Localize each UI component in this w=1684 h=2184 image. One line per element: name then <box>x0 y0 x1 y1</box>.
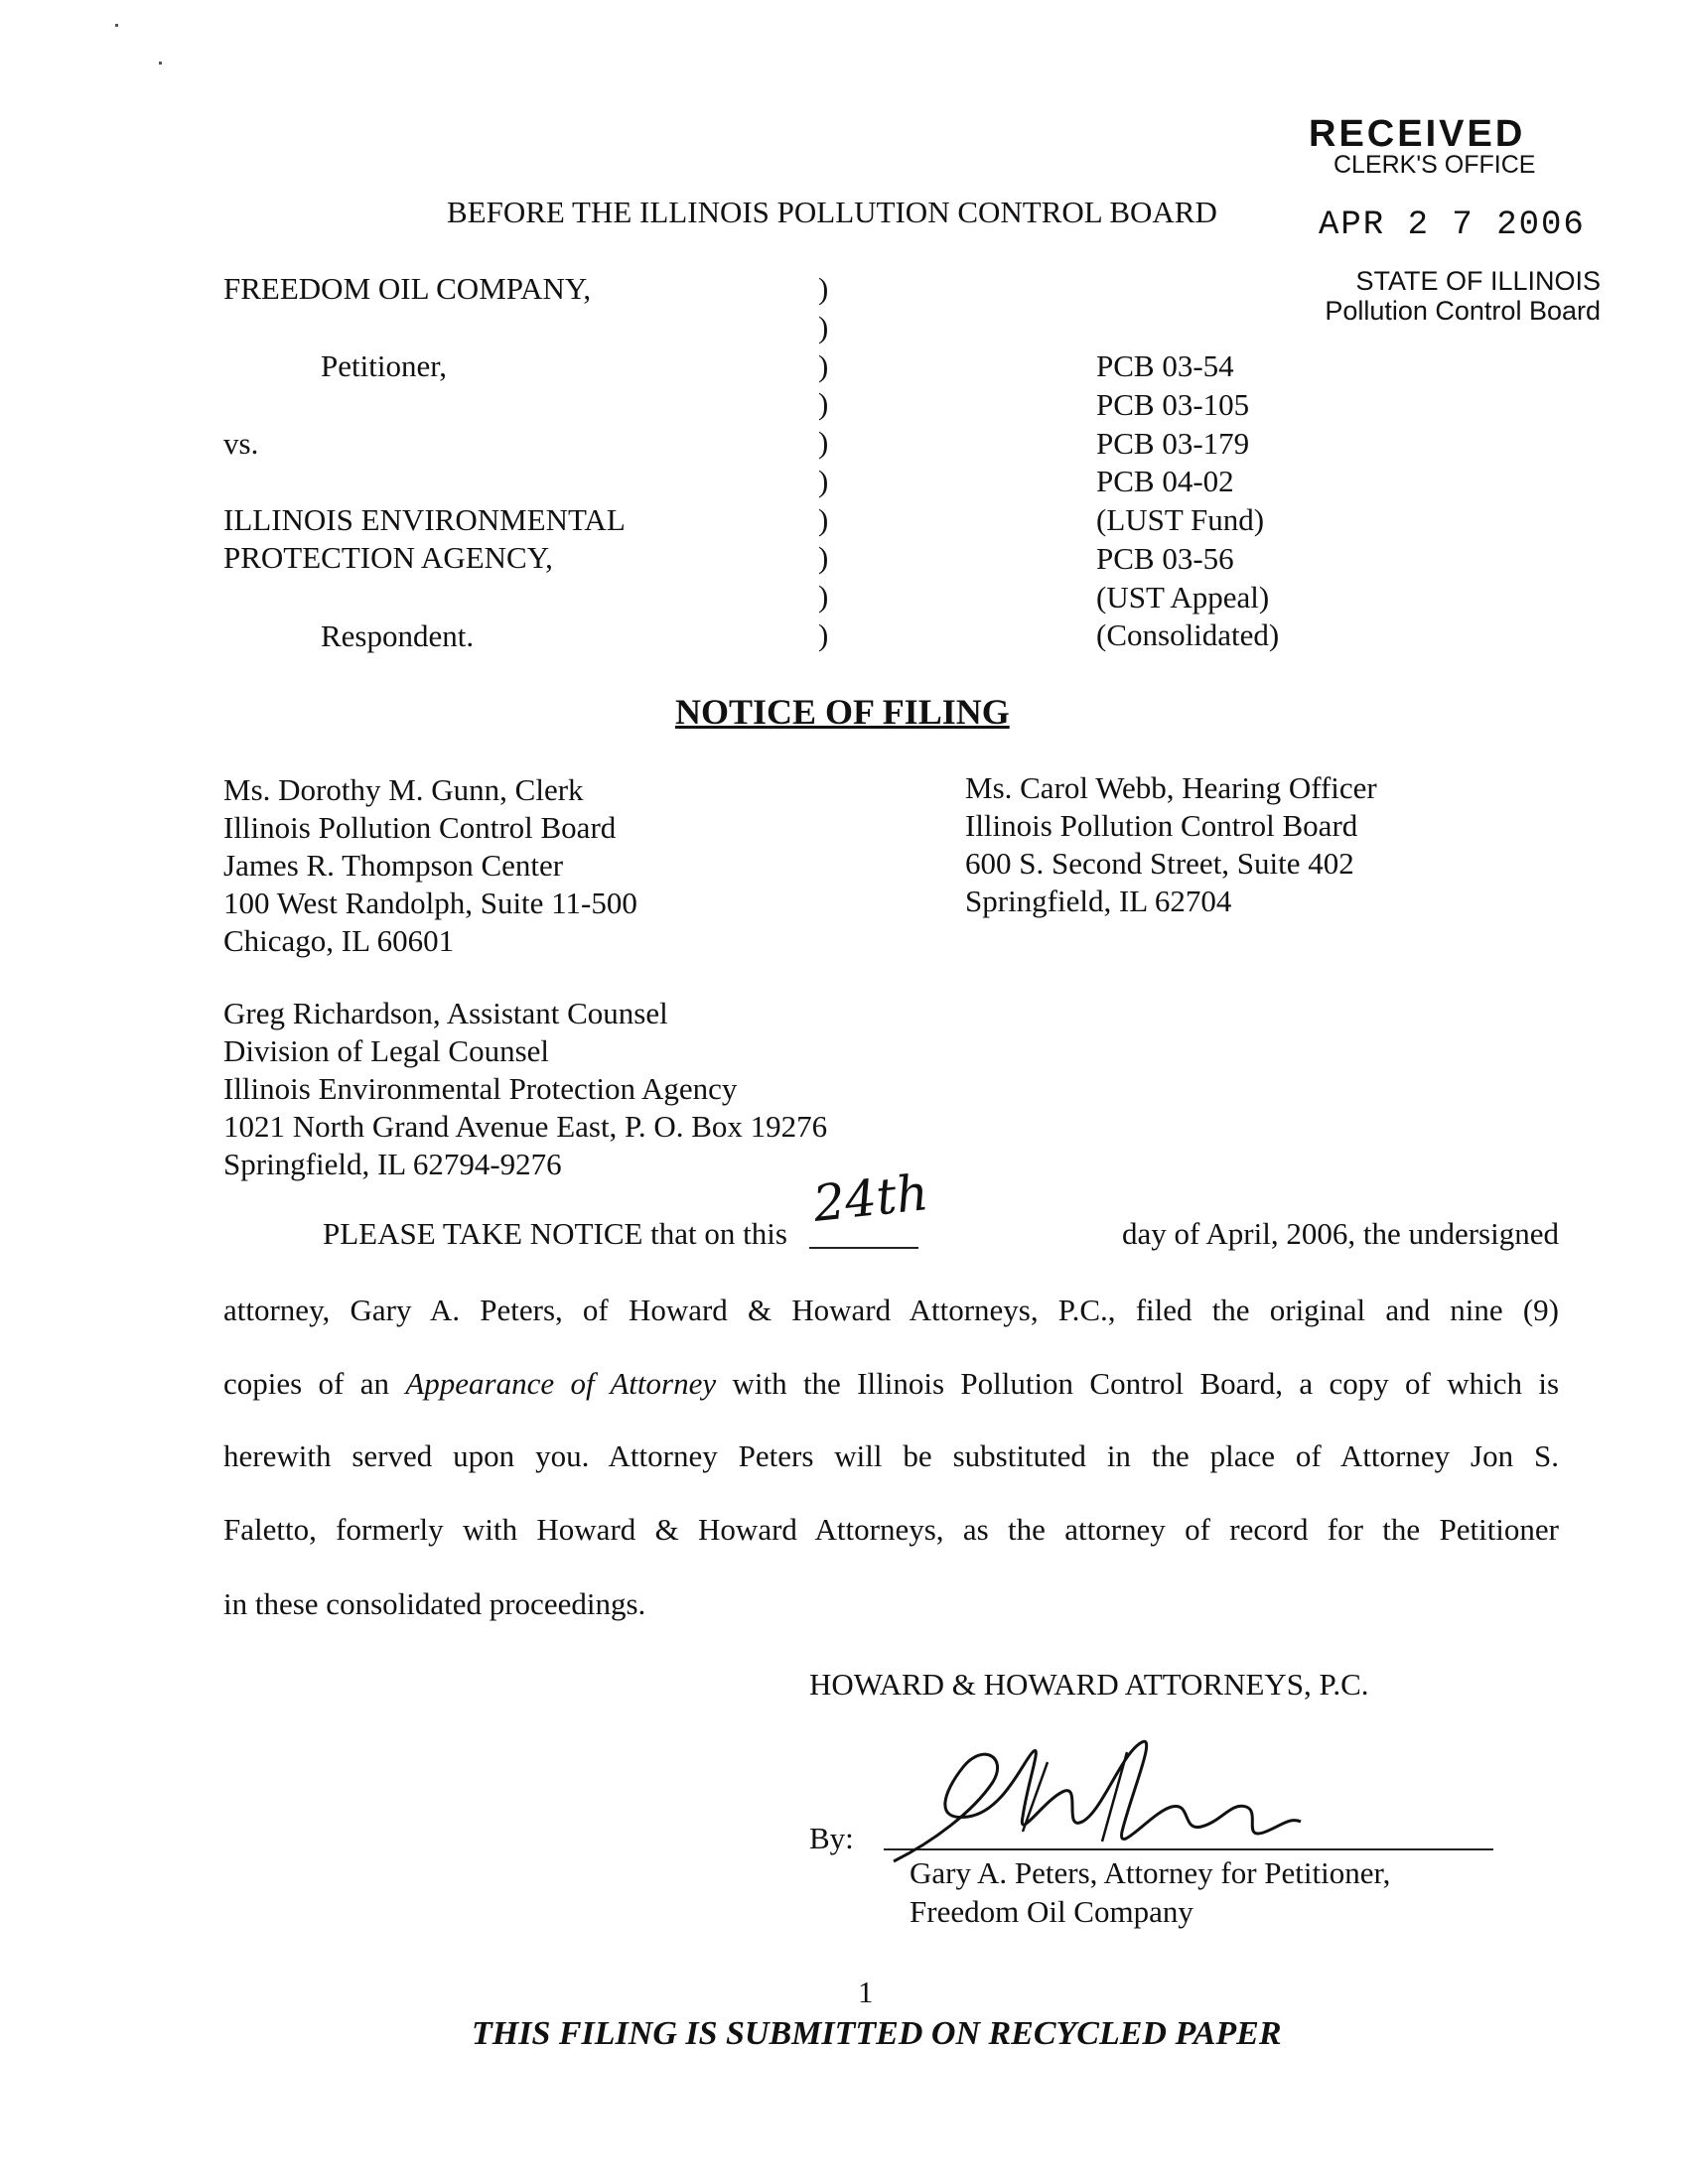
paren: ) <box>818 271 829 306</box>
paren: ) <box>818 347 829 383</box>
body-line1-after: day of April, 2006, the undersigned <box>1122 1216 1559 1251</box>
petitioner-name: FREEDOM OIL COMPANY, <box>223 271 592 306</box>
paren: ) <box>818 463 829 498</box>
address-line: Illinois Environmental Protection Agency <box>223 1071 738 1106</box>
stamp-received: RECEIVED <box>1309 113 1526 155</box>
address-line: Springfield, IL 62704 <box>965 884 1232 918</box>
address-line: Ms. Carol Webb, Hearing Officer <box>965 770 1377 805</box>
stamp-date: APR 2 7 2006 <box>1319 206 1586 244</box>
by-label: By: <box>809 1821 854 1855</box>
stamp-clerks-office: CLERK'S OFFICE <box>1333 151 1536 179</box>
body-line-6: in these consolidated proceedings. <box>223 1586 646 1621</box>
addressee-hearing-officer <box>965 769 1377 920</box>
body-line-5: Faletto, formerly with Howard & Howard Attorneys, as the attorney of record for the Petitioner <box>223 1512 1559 1547</box>
signer-client: Freedom Oil Company <box>910 1894 1193 1929</box>
recycled-paper-footer: THIS FILING IS SUBMITTED ON RECYCLED PAPER <box>472 2015 1282 2052</box>
case-number: PCB 04-02 <box>1096 464 1234 499</box>
address-line: Illinois Pollution Control Board <box>223 810 617 845</box>
stamp-state <box>1325 266 1601 326</box>
respondent-name-line2: PROTECTION AGENCY, <box>223 540 553 575</box>
signature-stroke <box>894 1741 1301 1861</box>
scan-speck <box>159 62 162 65</box>
addressee-counsel <box>223 995 827 1183</box>
signature-stroke <box>1023 1752 1127 1842</box>
address-line: Ms. Dorothy M. Gunn, Clerk <box>223 772 584 807</box>
stamp-state-line1: STATE OF ILLINOIS <box>1355 266 1601 296</box>
board-heading: BEFORE THE ILLINOIS POLLUTION CONTROL BOARD <box>447 195 1217 229</box>
firm-name: HOWARD & HOWARD ATTORNEYS, P.C. <box>809 1667 1369 1702</box>
paren: ) <box>818 540 829 576</box>
case-number: PCB 03-56 <box>1096 540 1234 576</box>
address-line: Springfield, IL 62794-9276 <box>223 1147 562 1181</box>
notice-title: NOTICE OF FILING <box>675 692 1010 732</box>
paren: ) <box>818 616 829 652</box>
body-line-2: attorney, Gary A. Peters, of Howard & Howard Attorneys, P.C., filed the original and nine (9) <box>223 1293 1559 1327</box>
signer-name: Gary A. Peters, Attorney for Petitioner, <box>910 1855 1391 1890</box>
respondent-role: Respondent. <box>321 618 475 653</box>
handwritten-day <box>801 1163 931 1253</box>
body-line-1 <box>323 1163 1559 1253</box>
addressee-clerk <box>223 771 637 960</box>
case-number: (LUST Fund) <box>1096 502 1265 537</box>
address-line: Chicago, IL 60601 <box>223 923 455 958</box>
paren: ) <box>818 425 829 460</box>
versus: vs. <box>223 426 259 461</box>
body-line3-after: with the Illinois Pollution Control Board, a copy of which is <box>732 1366 1560 1401</box>
stamp-state-line2: Pollution Control Board <box>1325 296 1601 326</box>
petitioner-role: Petitioner, <box>321 348 448 383</box>
case-number: PCB 03-105 <box>1096 386 1250 422</box>
case-number: (UST Appeal) <box>1096 579 1270 614</box>
address-line: James R. Thompson Center <box>223 848 564 883</box>
paren: ) <box>818 579 829 614</box>
address-line: 100 West Randolph, Suite 11-500 <box>223 886 637 920</box>
address-line: Illinois Pollution Control Board <box>965 808 1358 843</box>
paren: ) <box>818 501 829 537</box>
address-line: 600 S. Second Street, Suite 402 <box>965 846 1354 881</box>
body-line-3 <box>223 1346 1559 1422</box>
case-numbers <box>1096 347 1279 655</box>
scan-speck <box>115 24 118 27</box>
handwritten-day-text: 24th <box>809 1163 931 1233</box>
address-line: Greg Richardson, Assistant Counsel <box>223 996 668 1030</box>
respondent-name-line1: ILLINOIS ENVIRONMENTAL <box>223 502 626 537</box>
address-line: Division of Legal Counsel <box>223 1033 550 1068</box>
page-number: 1 <box>858 1975 874 2009</box>
case-number: PCB 03-54 <box>1096 348 1234 383</box>
body-line3-before: copies of an <box>223 1366 389 1401</box>
address-line: 1021 North Grand Avenue East, P. O. Box 19276 <box>223 1109 828 1144</box>
appearance-of-attorney: Appearance of Attorney <box>405 1366 717 1401</box>
body-line1-before: PLEASE TAKE NOTICE that on this <box>323 1216 787 1251</box>
caption-parentheses <box>818 270 828 655</box>
paren: ) <box>818 386 829 422</box>
case-number: (Consolidated) <box>1096 617 1280 653</box>
body-line-4: herewith served upon you. Attorney Peters will be substituted in the place of Attorney Jon S. <box>223 1438 1559 1473</box>
paren: ) <box>818 309 829 344</box>
case-number: PCB 03-179 <box>1096 425 1250 461</box>
